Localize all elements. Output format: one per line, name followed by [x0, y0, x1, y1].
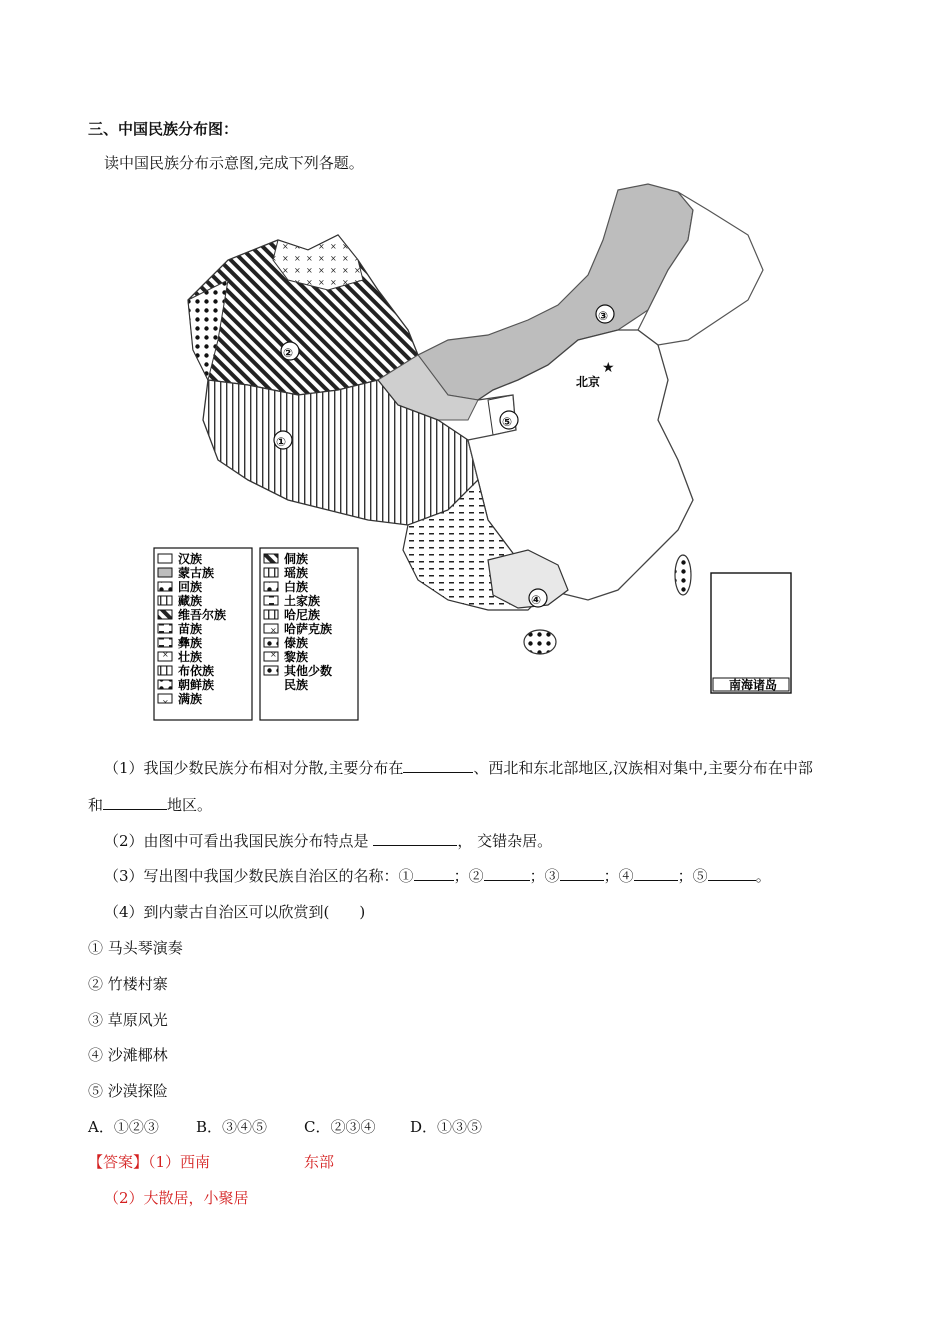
legend-left-swatches: [158, 554, 172, 703]
legend-other-2: 民族: [284, 678, 309, 692]
q4-item: ② 竹楼村寨: [88, 975, 168, 993]
region-marker-1: ①: [276, 435, 287, 449]
legend-dai: 傣族: [284, 636, 309, 650]
region-marker-4: ④: [531, 593, 542, 607]
answer-tag: 【答案】: [88, 1153, 149, 1171]
answer-blank[interactable]: [634, 866, 678, 881]
legend-right-swatches: [264, 554, 278, 675]
inset-label: 南海诸岛: [729, 678, 778, 692]
hainan-island: [524, 630, 556, 654]
beijing-label: 北京: [576, 375, 601, 389]
answer-2: （2）大散居，小聚居: [104, 1189, 249, 1207]
q4-item: ⑤ 沙漠探险: [88, 1082, 168, 1100]
region-marker-3: ③: [598, 309, 609, 323]
answer-blank[interactable]: [708, 866, 756, 881]
q4-item: ④ 沙滩椰林: [88, 1046, 168, 1064]
legend-hani: 哈尼族: [284, 608, 321, 622]
q4-option-b[interactable]: B．③④⑤: [196, 1118, 268, 1136]
answer-blank[interactable]: [373, 831, 457, 846]
answer-blank[interactable]: [103, 795, 167, 810]
beijing-star-icon: ★: [602, 360, 615, 376]
answer-blank[interactable]: [403, 758, 473, 773]
answer-1: （1）西南: [148, 1153, 211, 1171]
legend-han: 汉族: [178, 552, 203, 566]
legend-zhuang: 壮族: [178, 650, 203, 664]
q4-item: ① 马头琴演奏: [88, 939, 183, 957]
ethnic-map: [148, 180, 798, 725]
legend-mongol: 蒙古族: [178, 566, 215, 580]
question-3: （3）写出图中我国少数民族自治区的名称：① ；② ；③ ；④ ；⑤ 。: [104, 867, 771, 885]
q4-option-a[interactable]: A．①②③: [88, 1118, 159, 1136]
legend-uyghur: 维吾尔族: [178, 608, 227, 622]
legend-buyi: 布依族: [178, 664, 215, 678]
section-title: 三、中国民族分布图：: [88, 120, 239, 138]
answer-line-1: [88, 1152, 210, 1172]
south-china-sea-inset: [711, 573, 791, 693]
legend-yi: 彝族: [178, 636, 203, 650]
answer-blank[interactable]: [560, 866, 604, 881]
legend-dong: 侗族: [284, 552, 309, 566]
intro-text: 读中国民族分布示意图,完成下列各题。: [104, 154, 364, 172]
answer-blank[interactable]: [414, 866, 454, 881]
taiwan-island: [675, 555, 691, 595]
legend-hui: 回族: [178, 580, 203, 594]
legend-tujia: 土家族: [284, 594, 321, 608]
legend-bai: 白族: [284, 580, 309, 594]
q4-option-d[interactable]: D．①③⑤: [410, 1118, 483, 1136]
question-2: （2）由图中可看出我国民族分布特点是 ， 交错杂居。: [104, 832, 553, 850]
legend-yao: 瑶族: [284, 566, 309, 580]
question-4-stem: （4）到内蒙古自治区可以欣赏到( ): [104, 903, 366, 921]
legend-tibetan: 藏族: [178, 594, 203, 608]
q4-option-c[interactable]: C．②③④: [304, 1118, 376, 1136]
answer-blank[interactable]: [484, 866, 530, 881]
legend-other: 其他少数: [284, 664, 333, 678]
question-1-line-1: （1）我国少数民族分布相对分散,主要分布在 、西北和东北部地区,汉族相对集中,主要分布在中部: [104, 759, 813, 777]
answer-1b: 东部: [304, 1153, 335, 1171]
q4-item: ③ 草原风光: [88, 1011, 168, 1029]
legend-kazakh: 哈萨克族: [284, 622, 333, 636]
region-marker-2: ②: [283, 346, 294, 360]
legend-manchu: 满族: [178, 692, 203, 706]
legend-korean: 朝鲜族: [178, 678, 215, 692]
region-marker-5: ⑤: [502, 415, 513, 429]
legend-li: 黎族: [284, 650, 309, 664]
legend-miao: 苗族: [178, 622, 203, 636]
question-1-line-2: 和 地区。: [88, 796, 213, 814]
